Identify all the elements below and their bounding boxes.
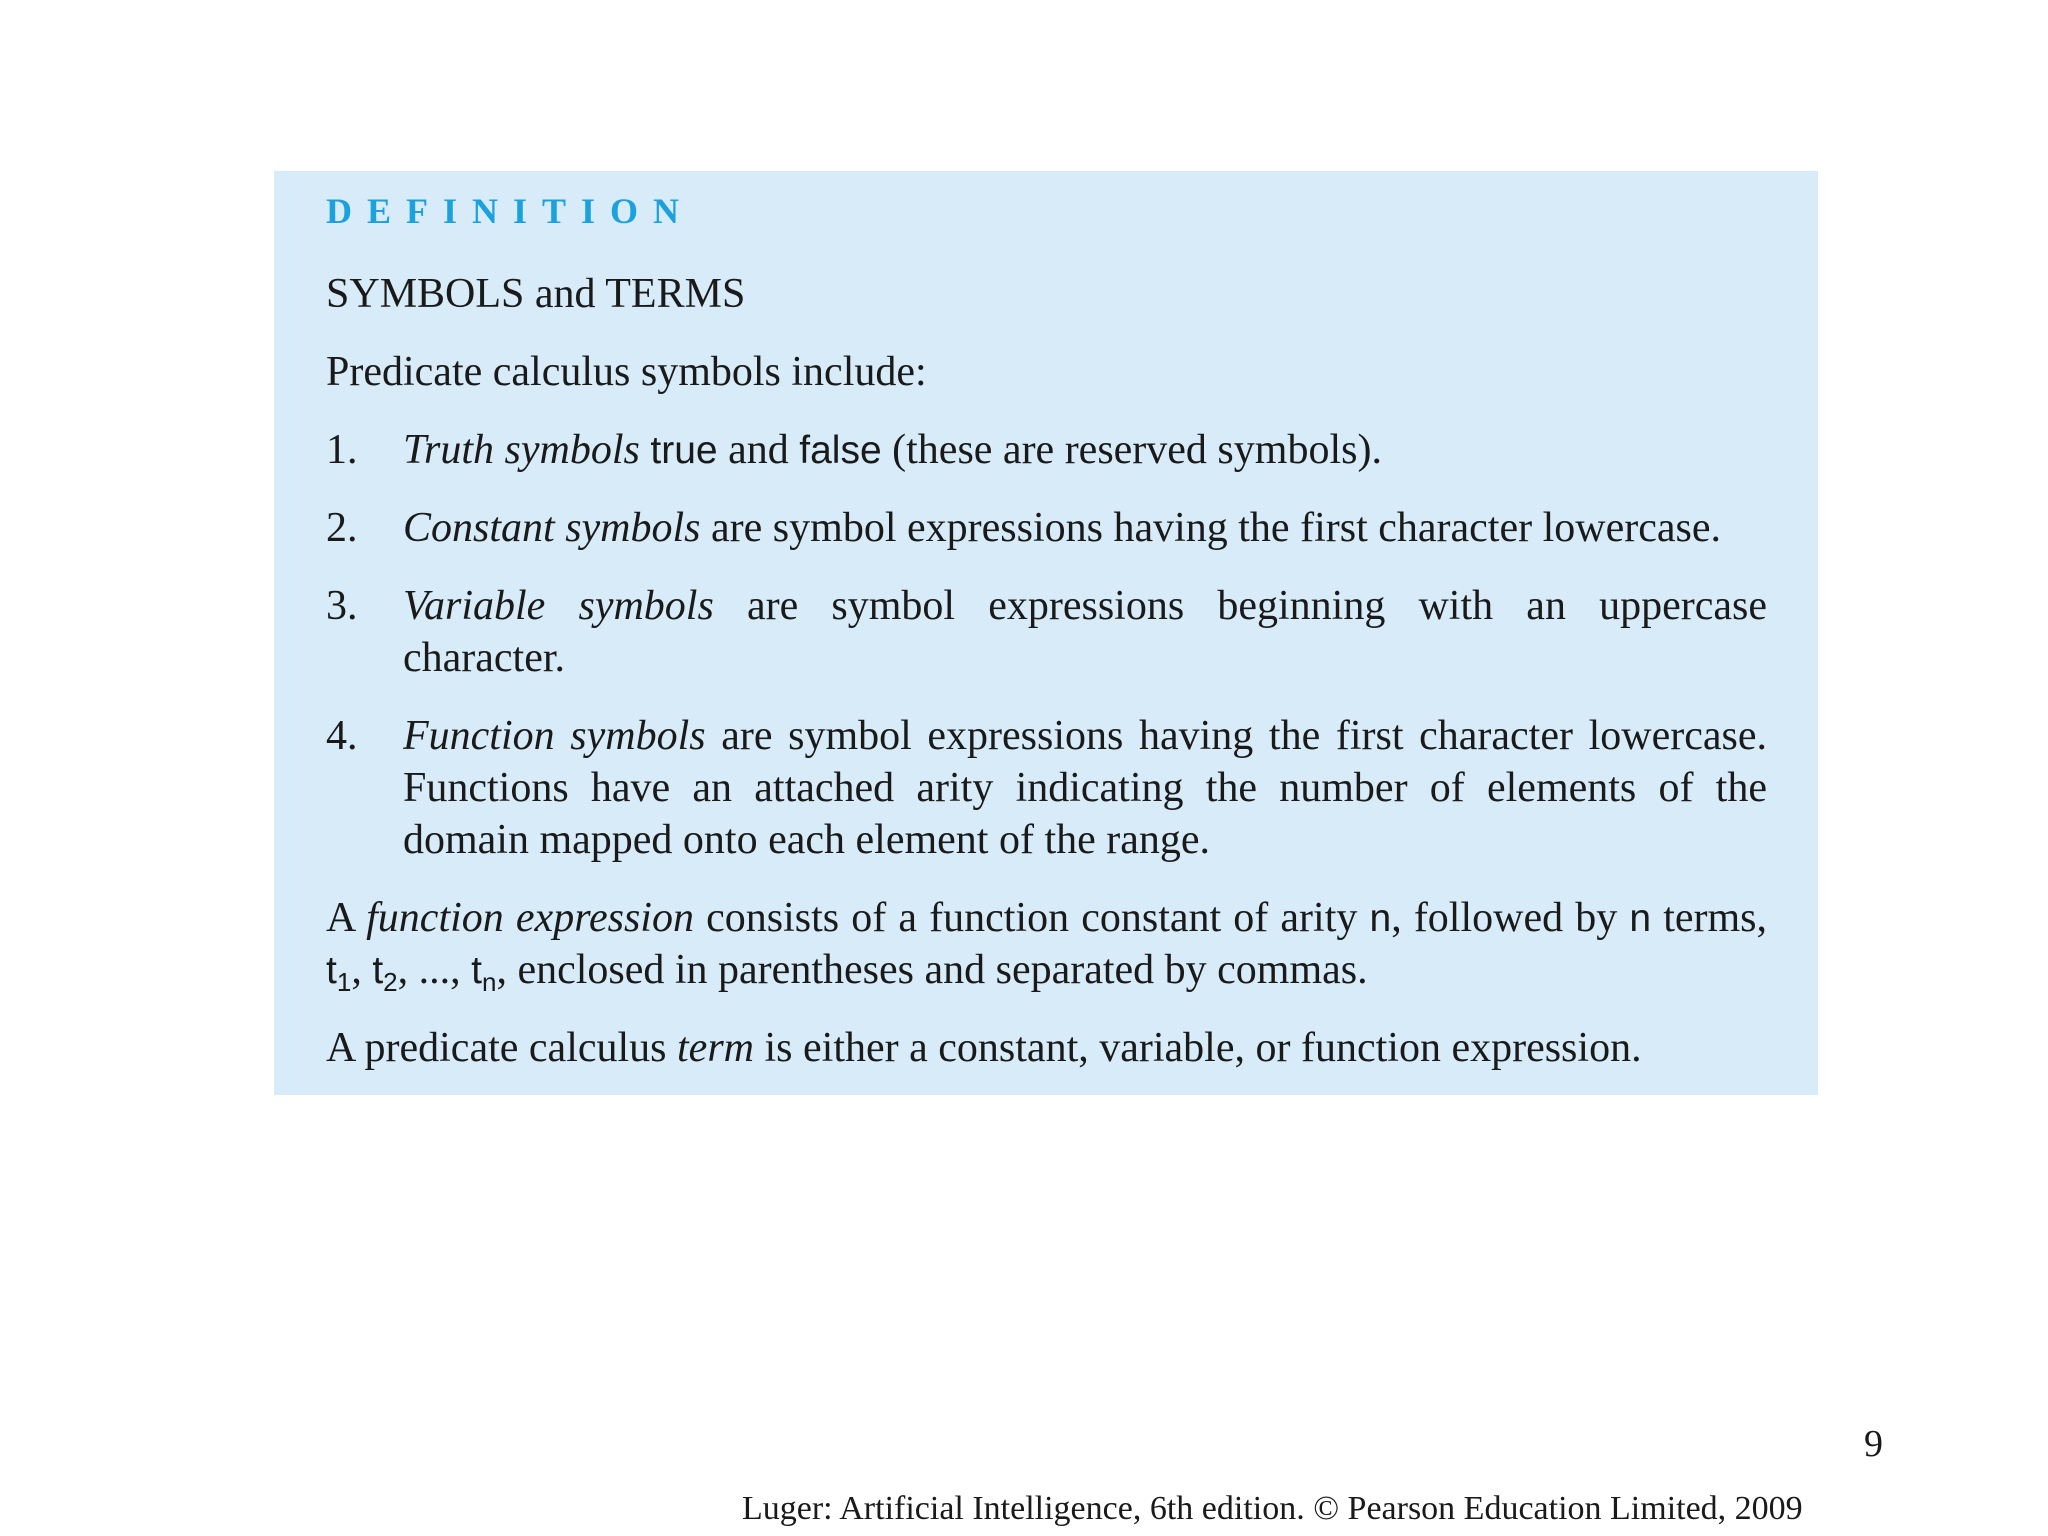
page-number: 9 xyxy=(1864,1423,1883,1465)
function-expression-term: function expression xyxy=(366,895,694,941)
definition-intro: Predicate calculus symbols include: xyxy=(326,349,927,395)
item-number: 3. xyxy=(326,583,358,629)
item-text: are symbol expressions having the first character lowercase. xyxy=(700,505,1721,551)
list-item xyxy=(403,504,1721,552)
para-text: , xyxy=(351,947,373,993)
para-text: A xyxy=(326,895,367,941)
para-text: terms, xyxy=(1651,895,1767,941)
item-term: Function symbols xyxy=(403,713,706,759)
term-t: t xyxy=(471,949,482,992)
para-text: , xyxy=(397,947,419,993)
arity-n: n xyxy=(1629,897,1652,940)
function-expression-paragraph xyxy=(326,894,1767,946)
subscript: n xyxy=(481,967,497,997)
keyword-false: false xyxy=(799,429,882,472)
term-t: t xyxy=(372,949,384,992)
term-t: t xyxy=(326,949,337,992)
item-term: Truth symbols xyxy=(403,427,640,473)
para-text: is either a constant, variable, or function expression. xyxy=(754,1025,1642,1071)
list-item xyxy=(403,712,1767,764)
footer-citation: Luger: Artificial Intelligence, 6th edition. © Pearson Education Limited, 2009 xyxy=(742,1490,1803,1527)
term-word: term xyxy=(677,1025,755,1071)
item-text: are symbol expressions beginning with an uppercase xyxy=(713,583,1767,629)
para-text: A predicate calculus xyxy=(326,1025,678,1071)
item-text: (these are reserved symbols). xyxy=(881,427,1382,473)
list-item xyxy=(403,426,1382,474)
item-number: 4. xyxy=(326,713,358,759)
definition-heading: DEFINITION xyxy=(326,191,695,231)
arity-n: n xyxy=(1369,897,1392,940)
item-term: Variable symbols xyxy=(403,583,714,629)
para-text: , enclosed in parentheses and separated by commas. xyxy=(496,947,1368,993)
keyword-true: true xyxy=(650,429,718,472)
item-text-line: domain mapped onto each element of the range. xyxy=(403,817,1211,863)
subscript: 1 xyxy=(336,967,352,997)
item-number: 2. xyxy=(326,505,358,551)
para-text: , followed by xyxy=(1391,895,1630,941)
item-text: and xyxy=(717,427,800,473)
subscript: 2 xyxy=(383,967,398,997)
list-item xyxy=(403,582,1767,634)
definition-title: SYMBOLS and TERMS xyxy=(326,271,746,317)
item-term: Constant symbols xyxy=(403,505,701,551)
para-text: , xyxy=(450,947,472,993)
item-text-line: character. xyxy=(403,635,566,681)
item-number: 1. xyxy=(326,427,358,473)
item-text: are symbol expressions having the first character lowercase. xyxy=(705,713,1767,759)
function-expression-line2 xyxy=(326,946,1368,998)
item-text-line: Functions have an attached arity indicating the number of elements of the xyxy=(403,765,1767,811)
ellipsis: ... xyxy=(418,947,451,993)
term-definition xyxy=(326,1024,1642,1072)
para-text: consists of a function constant of arity xyxy=(693,895,1370,941)
